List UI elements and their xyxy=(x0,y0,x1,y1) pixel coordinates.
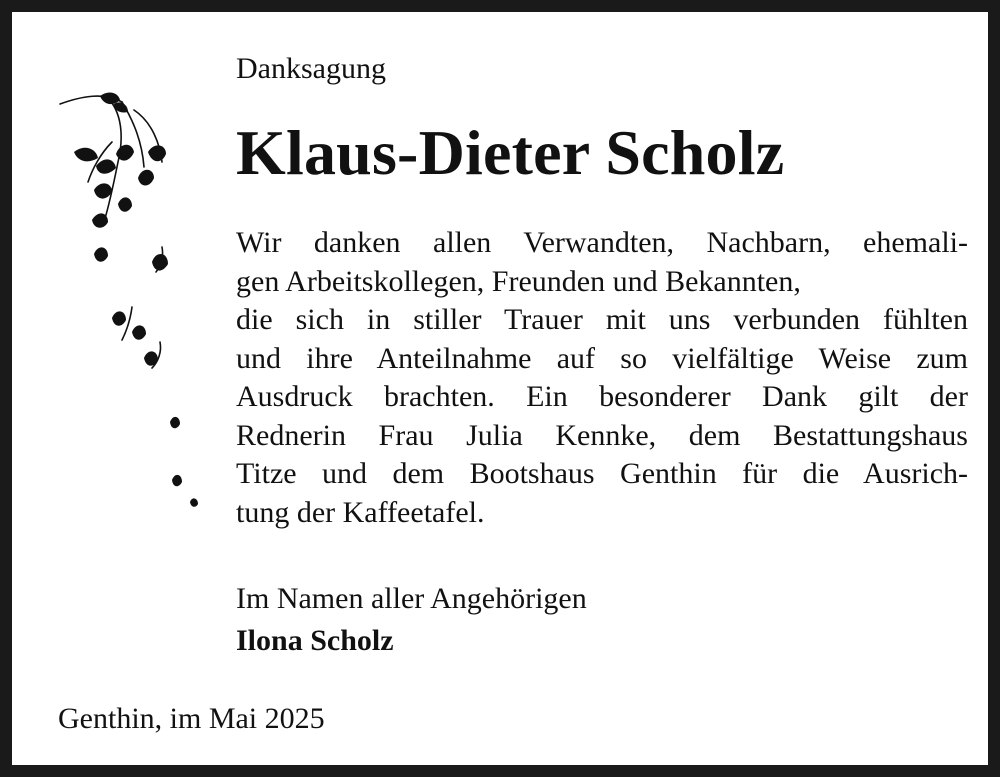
message-line: Wir danken allen Verwandten, Nachbarn, ehemali- xyxy=(236,226,968,259)
message-line: gen Arbeitskollegen, Freunden und Bekannten, xyxy=(236,264,801,298)
message-line: tung der Kaffeetafel. xyxy=(236,495,485,529)
notice-heading: Danksagung xyxy=(236,52,386,85)
message-line: Rednerin Frau Julia Kennke, dem Bestattungshaus xyxy=(236,418,968,452)
message-line: Ausdruck brachten. Ein besonderer Dank gilt der xyxy=(236,380,968,413)
message-line: die sich in stiller Trauer mit uns verbunden fühlten xyxy=(236,303,968,336)
message-line: und ihre Anteilnahme auf so vielfältige Weise zum xyxy=(236,341,968,375)
thank-you-message xyxy=(236,224,968,532)
deceased-name: Klaus-Dieter Scholz xyxy=(236,117,785,188)
birch-branch-icon xyxy=(52,82,212,522)
message-line: Titze und dem Bootshaus Genthin für die Ausrich- xyxy=(236,457,968,490)
signer-name: Ilona Scholz xyxy=(236,624,394,657)
place-and-date: Genthin, im Mai 2025 xyxy=(58,702,325,735)
closing-line: Im Namen aller Angehörigen xyxy=(236,582,587,615)
